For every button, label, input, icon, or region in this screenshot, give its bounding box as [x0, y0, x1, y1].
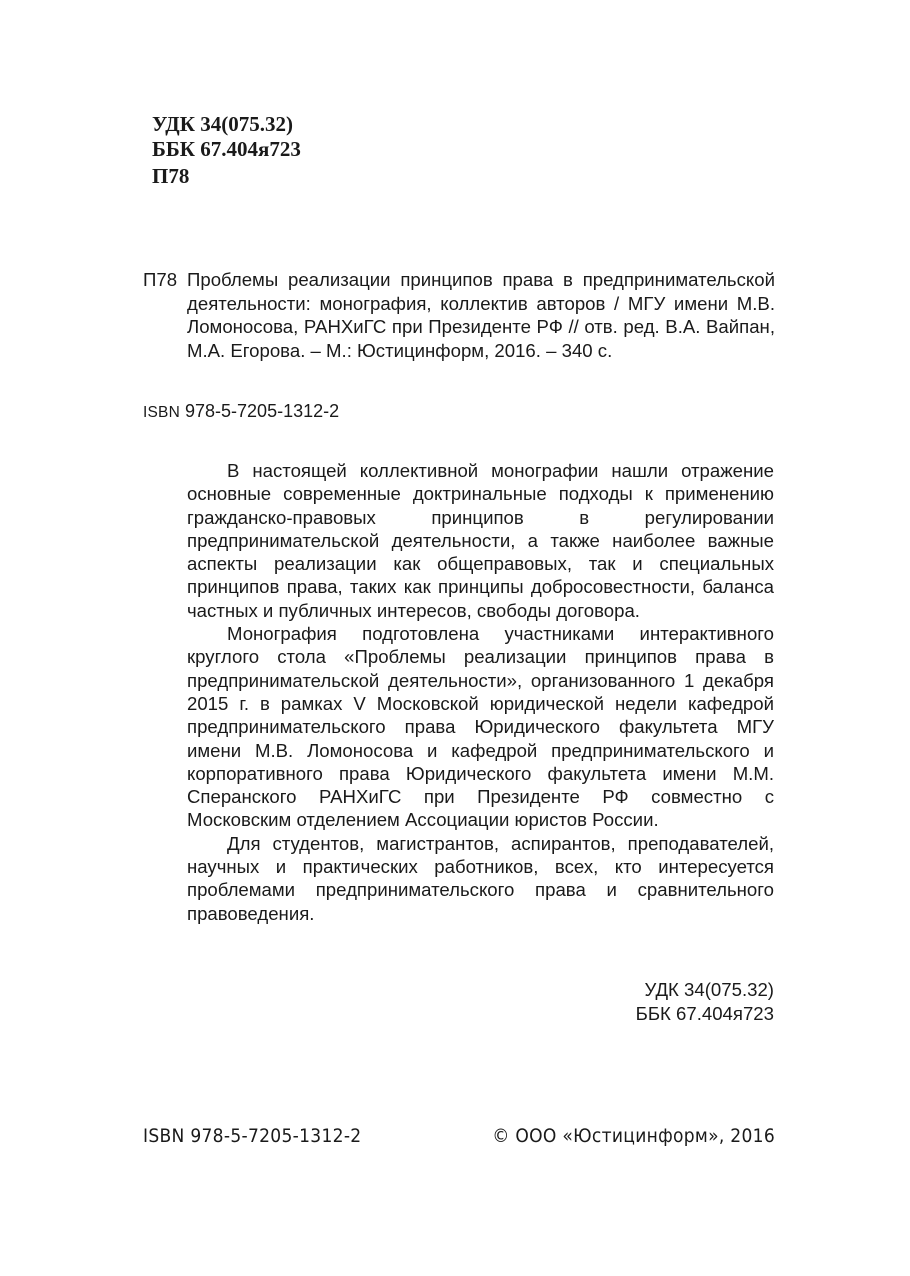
bbk-code: ББК 67.404я723 [152, 137, 301, 161]
bibliographic-entry: Проблемы реализации принципов права в предпринимательской деятельности: монография, коллектив авторов / МГУ имени М.В. Ломоносова, РАНХиГС при Президенте РФ // отв. ред. В.А. Вайпан, М.А. Егорова. – М.: Юстицинформ, 2016. – 340 с. [187, 269, 775, 361]
copyright-notice: © ООО «Юстицинформ», 2016 [492, 1125, 775, 1147]
annotation-paragraph: Для студентов, магистрантов, аспирантов, преподавателей, научных и практических работников, всех, кто интересуется проблемами предпринимательского права и сравнительного правоведения. [187, 832, 774, 924]
isbn-line [143, 400, 339, 424]
udk-code-bottom: УДК 34(075.32) [644, 979, 774, 1000]
udk-code: УДК 34(075.32) [152, 112, 293, 136]
bbk-code-bottom: ББК 67.404я723 [635, 1002, 774, 1024]
annotation-paragraph: Монография подготовлена участниками интерактивного круглого стола «Проблемы реализации принципов права в предпринимательской деятельности», организованного 1 декабря 2015 г. в рамках V Московской юридической недели кафедрой предпринимательского права Юридического факультета МГУ имени М.В. Ломоносова и кафедрой предпринимательского и корпоративного права Юридического факультета имени М.М. Сперанского РАНХиГС при Президенте РФ совместно с Московским отделением Ассоциации юристов России. [187, 623, 774, 831]
isbn-number: 978-5-7205-1312-2 [185, 401, 340, 421]
bibliographic-record [143, 268, 775, 362]
author-sign: П78 [152, 164, 190, 188]
isbn-prefix: ISBN [143, 404, 180, 421]
footer-isbn: ISBN 978-5-7205-1312-2 [143, 1125, 362, 1147]
annotation-paragraph: В настоящей коллективной монографии нашли отражение основные современные доктринальные подходы к применению гражданско-правовых принципов в регулировании предпринимательской деятельности, а также наиболее важные аспекты реализации как общеправовых, так и специальных принципов права, таких как принципы добросовестности, баланса частных и публичных интересов, свободы договора. [187, 460, 774, 621]
annotation [187, 459, 774, 925]
classification-block [152, 112, 301, 189]
classification-bottom [636, 978, 774, 1025]
bibliographic-label: П78 [143, 269, 178, 290]
